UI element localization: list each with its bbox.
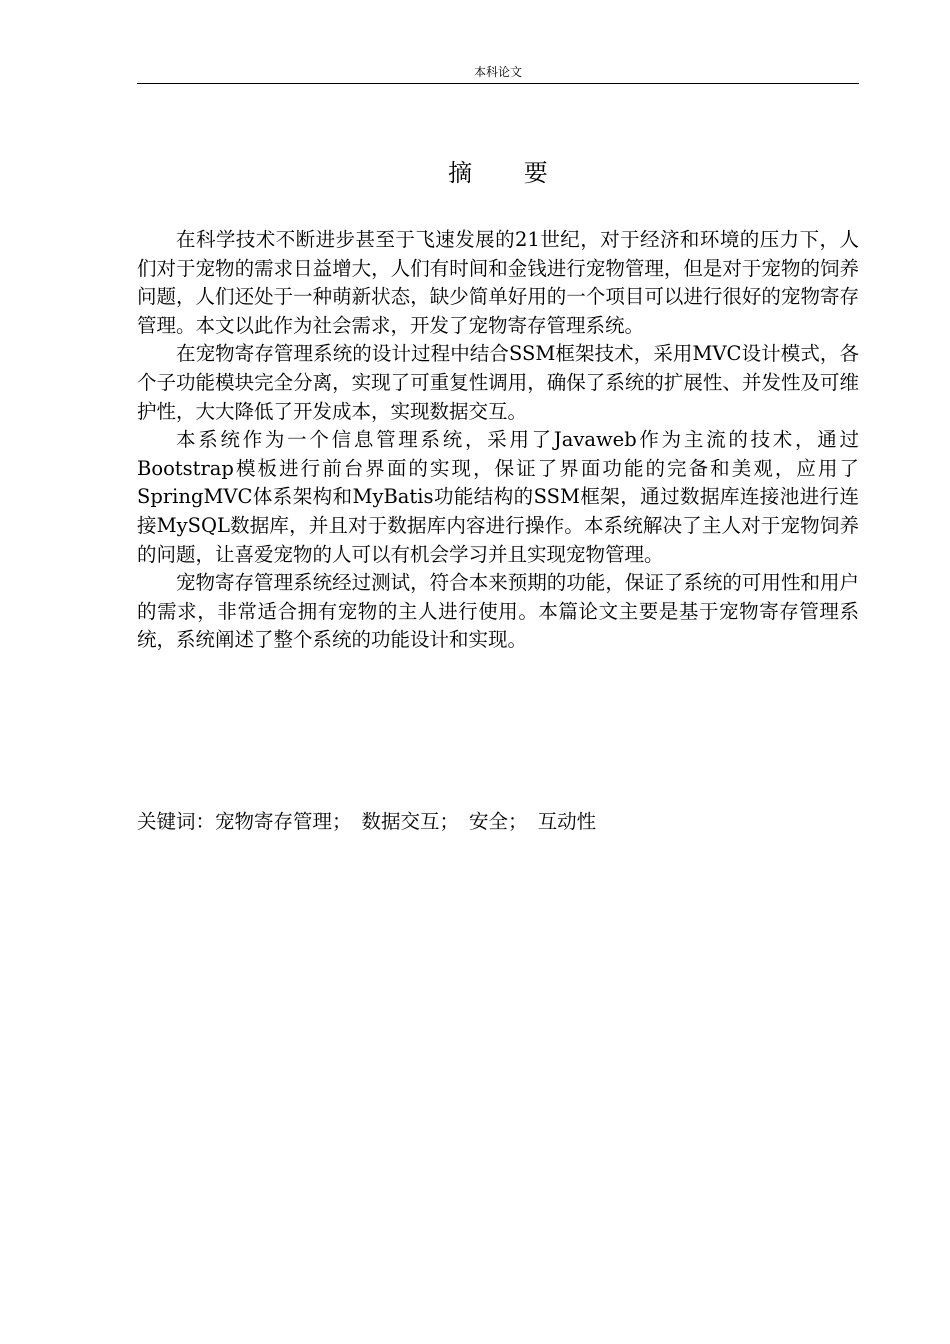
keyword-item: 互动性 <box>537 810 597 833</box>
keywords-label: 关键词： <box>137 810 216 833</box>
abstract-paragraph: 在宠物寄存管理系统的设计过程中结合SSM框架技术，采用MVC设计模式，各个子功能模块完全分离，实现了可重复性调用，确保了系统的扩展性、并发性及可维护性，大大降低了开发成本，实现数据交互。 <box>137 342 859 423</box>
abstract-title: 摘 要 <box>448 159 570 187</box>
keywords-line <box>137 807 859 837</box>
abstract-paragraph: 在科学技术不断进步甚至于飞速发展的21世纪，对于经济和环境的压力下，人们对于宠物的需求日益增大，人们有时间和金钱进行宠物管理，但是对于宠物的饲养问题，人们还处于一种萌新状态，缺少简单好用的一个项目可以进行很好的宠物寄存管理。本文以此作为社会需求，开发了宠物寄存管理系统。 <box>137 228 859 337</box>
header-rule <box>137 83 859 84</box>
keyword-item: 宠物寄存管理； <box>215 810 352 833</box>
abstract-paragraph: 宠物寄存管理系统经过测试，符合本来预期的功能，保证了系统的可用性和用户的需求，非常适合拥有宠物的主人进行使用。本篇论文主要是基于宠物寄存管理系统，系统阐述了整个系统的功能设计和实现。 <box>137 571 859 652</box>
abstract-paragraph: 本系统作为一个信息管理系统，采用了Javaweb作为主流的技术，通过Bootstrap模板进行前台界面的实现，保证了界面功能的完备和美观，应用了SpringMVC体系架构和MyBatis功能结构的SSM框架，通过数据库连接池进行连接MySQL数据库，并且对于数据库内容进行操作。本系统解决了主人对于宠物饲养的问题，让喜爱宠物的人可以有机会学习并且实现宠物管理。 <box>137 428 859 566</box>
keyword-item: 安全； <box>469 810 528 833</box>
running-header: 本科论文 <box>473 65 522 79</box>
keyword-item: 数据交互； <box>361 810 460 833</box>
abstract-body <box>137 226 859 655</box>
